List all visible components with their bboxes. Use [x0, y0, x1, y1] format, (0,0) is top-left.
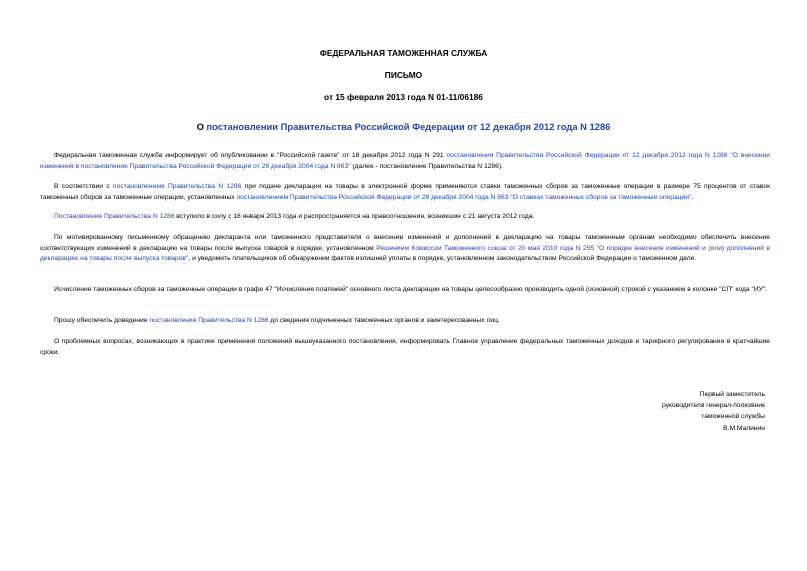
paragraph-6 — [40, 316, 770, 327]
p3-link-1[interactable]: Постановление Правительства N 1286 — [54, 213, 175, 220]
paragraph-2 — [40, 182, 770, 203]
doc-type: ПИСЬМО — [384, 70, 423, 80]
signature-line-2: руководителя генерал-полковник — [662, 402, 765, 410]
p1-link-1[interactable]: постановления Правительства Российской Федерации от 12 декабря 2012 года N 1286 "О внесении изменения в постановление Правительства Российской Федерации от 28 декабря 2004 года N 863" — [40, 152, 770, 170]
p4-link-1[interactable]: Решением Комиссии Таможенного союза от 20 мая 2010 года N 255 "О порядке внесения изменений и (или) дополнений в декларацию на товары после выпуска товаров" — [40, 244, 770, 263]
title-prefix: О — [196, 121, 207, 132]
p1-text-2: (далее - постановление Правительства N 1286). — [350, 162, 503, 170]
signature-line-3: таможенной службы — [701, 413, 765, 421]
p2-link-1[interactable]: постановлением Правительства N 1286 — [113, 183, 242, 190]
p4-text-2: , и уведомить плательщиков об обнаружении фактов излишней уплаты в порядке, установленном законодательством Российской Федерации о таможенном деле. — [188, 255, 697, 263]
p2-link-2[interactable]: постановлением Правительства Российской Федерации от 28 декабря 2004 года N 863 "О ставках таможенных сборов за таможенные операции" — [236, 193, 692, 201]
p1-text-1: Федеральная таможенная служба информирует об опубликовании в "Российской газете" от 18 декабря 2012 года N 291 — [54, 152, 447, 159]
p6-text-2: до сведения подчиненных таможенных органов и заинтересованных лиц. — [268, 317, 500, 324]
paragraph-3 — [40, 212, 770, 223]
signature-block — [565, 389, 765, 434]
paragraph-1 — [40, 151, 770, 172]
document-title — [0, 121, 807, 132]
p7-text-1: О проблемных вопросах, возникающих в практике применения положений вышеуказанного постановления, информировать Главное управление федеральных таможенных доходов и тарифного регулирования в кратчайшие сроки. — [40, 338, 770, 356]
p5-text-1: Исчисление таможенных сборов за таможенные операции в графе 47 "Исчисление платежей" основного листа декларации на товары целесообразно производить одной (основной) строкой с указанием в колонке "СП" кода "ИУ". — [54, 286, 768, 293]
p2-text-3: . — [691, 193, 694, 201]
org-name: ФЕДЕРАЛЬНАЯ ТАМОЖЕННАЯ СЛУЖБА — [319, 48, 488, 58]
paragraph-7 — [40, 337, 770, 358]
signature-line-4: В.М.Малинин — [723, 424, 765, 432]
p2-text-2: при подаче декларации на товары в электронной форме применяются ставки таможенных сборов за таможенные операции в размере 75 процентов от ставок таможенных сборов за таможенные операции, установленных — [40, 183, 771, 201]
p4-text-1: По мотивированному письменному обращению декларанта или таможенного представителя о внесении изменений и дополнений в декларацию на товары таможенным органам необходимо обеспечить внесение соответствующих изменений в декларацию на товары после выпуска товаров в порядке, установленном — [40, 234, 770, 252]
p3-text-1: вступило в силу с 18 января 2013 года и распространяется на правоотношения, возникшие с 21 августа 2012 года. — [174, 213, 535, 220]
title-link[interactable]: постановлении Правительства Российской Федерации от 12 декабря 2012 года N 1286 — [206, 121, 611, 132]
p6-link-1[interactable]: постановления Правительства N 1286 — [149, 317, 269, 324]
paragraph-5 — [40, 285, 770, 296]
paragraph-4 — [40, 233, 770, 265]
signature-line-1: Первый заместитель — [699, 391, 765, 398]
date-number: от 15 февраля 2013 года N 01-11/06186 — [324, 92, 483, 102]
p6-text-1: Прошу обеспечить доведение — [54, 317, 150, 324]
p2-text-1: В соответствии с — [54, 183, 114, 190]
